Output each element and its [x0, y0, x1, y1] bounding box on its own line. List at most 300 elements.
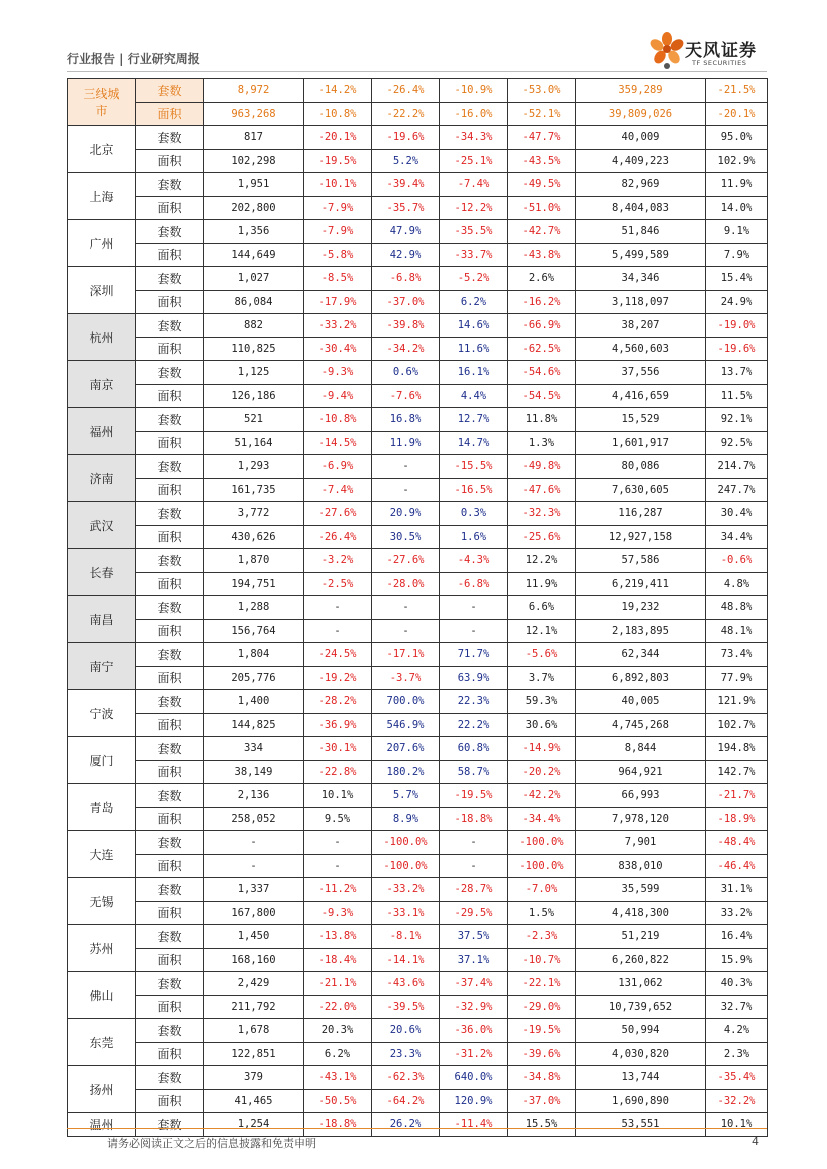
value-cell-v4: 1.6% — [440, 525, 508, 549]
value-cell-v3: -3.7% — [372, 666, 440, 690]
metric-type-cell: 面积 — [136, 854, 204, 878]
table-row — [68, 173, 768, 197]
value-cell-v4: 4.4% — [440, 384, 508, 408]
metric-type-cell: 套数 — [136, 784, 204, 808]
metric-type-cell: 套数 — [136, 267, 204, 291]
value-cell-v5: -47.6% — [508, 478, 576, 502]
value-cell-v7: 15.9% — [706, 948, 768, 972]
value-cell-v4: -28.7% — [440, 878, 508, 902]
value-cell-v2: -24.5% — [304, 643, 372, 667]
value-cell-v3: -35.7% — [372, 196, 440, 220]
value-cell-v7: 7.9% — [706, 243, 768, 267]
value-cell-v4: - — [440, 619, 508, 643]
value-cell-v6: 1,601,917 — [576, 431, 706, 455]
value-cell-v2: -19.5% — [304, 149, 372, 173]
value-cell-v5: -2.3% — [508, 925, 576, 949]
value-cell-v4: 63.9% — [440, 666, 508, 690]
value-cell-v1: 1,288 — [204, 596, 304, 620]
value-cell-v4: -10.9% — [440, 79, 508, 103]
metric-type-cell: 套数 — [136, 455, 204, 479]
table-row — [68, 831, 768, 855]
value-cell-v2: -9.4% — [304, 384, 372, 408]
value-cell-v5: 12.2% — [508, 549, 576, 573]
value-cell-v6: 6,219,411 — [576, 572, 706, 596]
metric-type-cell: 套数 — [136, 831, 204, 855]
value-cell-v3: 0.6% — [372, 361, 440, 385]
metric-type-cell: 套数 — [136, 972, 204, 996]
value-cell-v3: -34.2% — [372, 337, 440, 361]
value-cell-v2: -22.8% — [304, 760, 372, 784]
metric-type-cell: 套数 — [136, 220, 204, 244]
value-cell-v3: 23.3% — [372, 1042, 440, 1066]
value-cell-v6: 38,207 — [576, 314, 706, 338]
table-row — [68, 102, 768, 126]
value-cell-v7: -19.0% — [706, 314, 768, 338]
value-cell-v2: -7.9% — [304, 220, 372, 244]
city-name-cell: 宁波 — [68, 690, 136, 737]
value-cell-v7: 31.1% — [706, 878, 768, 902]
city-name-cell: 苏州 — [68, 925, 136, 972]
metric-type-cell: 面积 — [136, 901, 204, 925]
value-cell-v4: -19.5% — [440, 784, 508, 808]
value-cell-v7: 16.4% — [706, 925, 768, 949]
metric-type-cell: 面积 — [136, 290, 204, 314]
value-cell-v5: 11.8% — [508, 408, 576, 432]
value-cell-v1: 1,400 — [204, 690, 304, 714]
table-row — [68, 925, 768, 949]
value-cell-v5: -62.5% — [508, 337, 576, 361]
value-cell-v6: 39,809,026 — [576, 102, 706, 126]
value-cell-v5: -54.6% — [508, 361, 576, 385]
value-cell-v6: 19,232 — [576, 596, 706, 620]
value-cell-v6: 34,346 — [576, 267, 706, 291]
value-cell-v1: 379 — [204, 1066, 304, 1090]
city-name-cell: 上海 — [68, 173, 136, 220]
value-cell-v2: -11.2% — [304, 878, 372, 902]
value-cell-v4: 22.3% — [440, 690, 508, 714]
value-cell-v5: -49.5% — [508, 173, 576, 197]
metric-type-cell: 面积 — [136, 1089, 204, 1113]
value-cell-v2: -28.2% — [304, 690, 372, 714]
table-row — [68, 290, 768, 314]
value-cell-v5: -43.8% — [508, 243, 576, 267]
value-cell-v1: 3,772 — [204, 502, 304, 526]
city-name-cell: 深圳 — [68, 267, 136, 314]
metric-type-cell: 面积 — [136, 243, 204, 267]
value-cell-v7: -21.7% — [706, 784, 768, 808]
value-cell-v7: 32.7% — [706, 995, 768, 1019]
city-sales-table — [67, 78, 768, 1137]
value-cell-v6: 53,551 — [576, 1113, 706, 1137]
value-cell-v1: 38,149 — [204, 760, 304, 784]
value-cell-v3: -8.1% — [372, 925, 440, 949]
value-cell-v5: -49.8% — [508, 455, 576, 479]
value-cell-v2: -10.8% — [304, 408, 372, 432]
value-cell-v7: 40.3% — [706, 972, 768, 996]
flower-logo-icon — [648, 30, 686, 72]
value-cell-v6: 4,418,300 — [576, 901, 706, 925]
table-row — [68, 243, 768, 267]
value-cell-v5: -52.1% — [508, 102, 576, 126]
value-cell-v6: 1,690,890 — [576, 1089, 706, 1113]
value-cell-v4: -31.2% — [440, 1042, 508, 1066]
value-cell-v2: -36.9% — [304, 713, 372, 737]
logo-name-cn: 天风证券 — [685, 41, 757, 61]
value-cell-v3: 11.9% — [372, 431, 440, 455]
value-cell-v5: -37.0% — [508, 1089, 576, 1113]
value-cell-v3: 8.9% — [372, 807, 440, 831]
city-name-cell: 厦门 — [68, 737, 136, 784]
value-cell-v2: -50.5% — [304, 1089, 372, 1113]
value-cell-v1: 1,027 — [204, 267, 304, 291]
value-cell-v1: 156,764 — [204, 619, 304, 643]
tf-securities-logo — [648, 30, 768, 72]
table-row — [68, 972, 768, 996]
value-cell-v4: 37.1% — [440, 948, 508, 972]
table-row — [68, 690, 768, 714]
value-cell-v7: 2.3% — [706, 1042, 768, 1066]
value-cell-v3: -27.6% — [372, 549, 440, 573]
value-cell-v6: 13,744 — [576, 1066, 706, 1090]
value-cell-v3: 20.6% — [372, 1019, 440, 1043]
value-cell-v1: 1,450 — [204, 925, 304, 949]
value-cell-v4: 22.2% — [440, 713, 508, 737]
value-cell-v4: 640.0% — [440, 1066, 508, 1090]
value-cell-v4: -4.3% — [440, 549, 508, 573]
metric-type-cell: 套数 — [136, 643, 204, 667]
table-row — [68, 384, 768, 408]
city-name-cell: 温州 — [68, 1113, 136, 1137]
value-cell-v6: 51,219 — [576, 925, 706, 949]
table-row — [68, 1066, 768, 1090]
value-cell-v7: 121.9% — [706, 690, 768, 714]
value-cell-v6: 964,921 — [576, 760, 706, 784]
value-cell-v3: -33.1% — [372, 901, 440, 925]
metric-type-cell: 面积 — [136, 196, 204, 220]
value-cell-v2: -33.2% — [304, 314, 372, 338]
value-cell-v1: 122,851 — [204, 1042, 304, 1066]
value-cell-v2: -3.2% — [304, 549, 372, 573]
value-cell-v3: - — [372, 478, 440, 502]
value-cell-v7: -48.4% — [706, 831, 768, 855]
value-cell-v4: -29.5% — [440, 901, 508, 925]
table-row — [68, 572, 768, 596]
table-row — [68, 666, 768, 690]
value-cell-v3: 47.9% — [372, 220, 440, 244]
value-cell-v5: -39.6% — [508, 1042, 576, 1066]
value-cell-v2: -30.4% — [304, 337, 372, 361]
table-row — [68, 1042, 768, 1066]
value-cell-v6: 15,529 — [576, 408, 706, 432]
value-cell-v6: 62,344 — [576, 643, 706, 667]
value-cell-v5: -42.7% — [508, 220, 576, 244]
value-cell-v3: 5.2% — [372, 149, 440, 173]
value-cell-v5: -14.9% — [508, 737, 576, 761]
value-cell-v1: - — [204, 831, 304, 855]
value-cell-v5: -29.0% — [508, 995, 576, 1019]
value-cell-v6: 12,927,158 — [576, 525, 706, 549]
value-cell-v3: -7.6% — [372, 384, 440, 408]
value-cell-v4: -33.7% — [440, 243, 508, 267]
city-name-cell: 扬州 — [68, 1066, 136, 1113]
value-cell-v4: 58.7% — [440, 760, 508, 784]
value-cell-v3: -22.2% — [372, 102, 440, 126]
city-name-cell: 杭州 — [68, 314, 136, 361]
value-cell-v1: 41,465 — [204, 1089, 304, 1113]
table-row — [68, 455, 768, 479]
value-cell-v5: 15.5% — [508, 1113, 576, 1137]
value-cell-v3: -33.2% — [372, 878, 440, 902]
value-cell-v7: 24.9% — [706, 290, 768, 314]
value-cell-v2: -14.2% — [304, 79, 372, 103]
value-cell-v4: - — [440, 596, 508, 620]
value-cell-v1: 1,254 — [204, 1113, 304, 1137]
table-row — [68, 431, 768, 455]
value-cell-v2: -30.1% — [304, 737, 372, 761]
table-row — [68, 525, 768, 549]
metric-type-cell: 套数 — [136, 737, 204, 761]
value-cell-v5: -16.2% — [508, 290, 576, 314]
value-cell-v6: 4,030,820 — [576, 1042, 706, 1066]
value-cell-v7: 48.8% — [706, 596, 768, 620]
value-cell-v2: -6.9% — [304, 455, 372, 479]
value-cell-v1: 167,800 — [204, 901, 304, 925]
value-cell-v4: -34.3% — [440, 126, 508, 150]
value-cell-v3: 42.9% — [372, 243, 440, 267]
report-header-title: 行业报告 | 行业研究周报 — [67, 52, 200, 66]
value-cell-v1: 161,735 — [204, 478, 304, 502]
value-cell-v2: -13.8% — [304, 925, 372, 949]
city-name-cell: 南昌 — [68, 596, 136, 643]
table-row — [68, 713, 768, 737]
value-cell-v1: 882 — [204, 314, 304, 338]
table-row — [68, 408, 768, 432]
value-cell-v6: 57,586 — [576, 549, 706, 573]
city-name-cell: 三线城 市 — [68, 79, 136, 126]
value-cell-v1: 258,052 — [204, 807, 304, 831]
value-cell-v7: -20.1% — [706, 102, 768, 126]
value-cell-v3: 207.6% — [372, 737, 440, 761]
value-cell-v1: 1,678 — [204, 1019, 304, 1043]
value-cell-v3: 26.2% — [372, 1113, 440, 1137]
value-cell-v2: - — [304, 596, 372, 620]
value-cell-v5: -51.0% — [508, 196, 576, 220]
value-cell-v6: 4,560,603 — [576, 337, 706, 361]
value-cell-v2: -8.5% — [304, 267, 372, 291]
value-cell-v7: 30.4% — [706, 502, 768, 526]
value-cell-v3: 30.5% — [372, 525, 440, 549]
metric-type-cell: 套数 — [136, 549, 204, 573]
value-cell-v7: 9.1% — [706, 220, 768, 244]
value-cell-v6: 37,556 — [576, 361, 706, 385]
value-cell-v5: -100.0% — [508, 831, 576, 855]
value-cell-v5: 59.3% — [508, 690, 576, 714]
value-cell-v5: -53.0% — [508, 79, 576, 103]
value-cell-v4: 120.9% — [440, 1089, 508, 1113]
metric-type-cell: 面积 — [136, 525, 204, 549]
city-name-cell: 北京 — [68, 126, 136, 173]
metric-type-cell: 套数 — [136, 878, 204, 902]
value-cell-v7: -32.2% — [706, 1089, 768, 1113]
table-row — [68, 948, 768, 972]
value-cell-v5: 3.7% — [508, 666, 576, 690]
value-cell-v3: -39.5% — [372, 995, 440, 1019]
metric-type-cell: 套数 — [136, 1066, 204, 1090]
metric-type-cell: 面积 — [136, 102, 204, 126]
metric-type-cell: 面积 — [136, 149, 204, 173]
value-cell-v5: -10.7% — [508, 948, 576, 972]
city-name-cell: 南宁 — [68, 643, 136, 690]
value-cell-v4: -7.4% — [440, 173, 508, 197]
value-cell-v6: 4,409,223 — [576, 149, 706, 173]
value-cell-v6: 838,010 — [576, 854, 706, 878]
value-cell-v1: 211,792 — [204, 995, 304, 1019]
value-cell-v1: 102,298 — [204, 149, 304, 173]
value-cell-v4: -35.5% — [440, 220, 508, 244]
city-name-cell: 东莞 — [68, 1019, 136, 1066]
value-cell-v3: - — [372, 619, 440, 643]
value-cell-v1: 1,951 — [204, 173, 304, 197]
value-cell-v3: 180.2% — [372, 760, 440, 784]
value-cell-v7: -19.6% — [706, 337, 768, 361]
value-cell-v1: 521 — [204, 408, 304, 432]
value-cell-v5: 30.6% — [508, 713, 576, 737]
value-cell-v7: 95.0% — [706, 126, 768, 150]
table-row — [68, 502, 768, 526]
table-row — [68, 267, 768, 291]
value-cell-v2: -9.3% — [304, 901, 372, 925]
value-cell-v1: 202,800 — [204, 196, 304, 220]
value-cell-v7: 73.4% — [706, 643, 768, 667]
value-cell-v7: 11.9% — [706, 173, 768, 197]
logo-name-en: TF SECURITIES — [692, 59, 747, 67]
value-cell-v5: 11.9% — [508, 572, 576, 596]
value-cell-v6: 40,009 — [576, 126, 706, 150]
page-number: 4 — [752, 1135, 759, 1148]
value-cell-v7: 4.2% — [706, 1019, 768, 1043]
value-cell-v5: -25.6% — [508, 525, 576, 549]
value-cell-v4: 0.3% — [440, 502, 508, 526]
value-cell-v7: 194.8% — [706, 737, 768, 761]
footer-disclaimer: 请务必阅读正文之后的信息披露和免责申明 — [107, 1137, 316, 1150]
value-cell-v3: -19.6% — [372, 126, 440, 150]
value-cell-v7: -46.4% — [706, 854, 768, 878]
value-cell-v2: -19.2% — [304, 666, 372, 690]
value-cell-v6: 6,260,822 — [576, 948, 706, 972]
value-cell-v5: 12.1% — [508, 619, 576, 643]
value-cell-v4: -25.1% — [440, 149, 508, 173]
value-cell-v2: -2.5% — [304, 572, 372, 596]
value-cell-v1: 334 — [204, 737, 304, 761]
value-cell-v4: 6.2% — [440, 290, 508, 314]
metric-type-cell: 面积 — [136, 760, 204, 784]
value-cell-v4: -5.2% — [440, 267, 508, 291]
value-cell-v7: 142.7% — [706, 760, 768, 784]
value-cell-v6: 40,005 — [576, 690, 706, 714]
value-cell-v4: 14.6% — [440, 314, 508, 338]
value-cell-v2: -22.0% — [304, 995, 372, 1019]
table-row — [68, 337, 768, 361]
value-cell-v3: 5.7% — [372, 784, 440, 808]
value-cell-v2: -18.8% — [304, 1113, 372, 1137]
metric-type-cell: 面积 — [136, 478, 204, 502]
value-cell-v2: 10.1% — [304, 784, 372, 808]
value-cell-v2: - — [304, 831, 372, 855]
value-cell-v2: -27.6% — [304, 502, 372, 526]
value-cell-v2: 9.5% — [304, 807, 372, 831]
metric-type-cell: 套数 — [136, 1019, 204, 1043]
city-name-cell: 福州 — [68, 408, 136, 455]
value-cell-v5: -47.7% — [508, 126, 576, 150]
metric-type-cell: 面积 — [136, 1042, 204, 1066]
table-row — [68, 478, 768, 502]
value-cell-v1: 8,972 — [204, 79, 304, 103]
metric-type-cell: 套数 — [136, 690, 204, 714]
value-cell-v4: 11.6% — [440, 337, 508, 361]
value-cell-v6: 5,499,589 — [576, 243, 706, 267]
value-cell-v7: 92.5% — [706, 431, 768, 455]
value-cell-v7: 102.9% — [706, 149, 768, 173]
value-cell-v5: -7.0% — [508, 878, 576, 902]
value-cell-v4: -18.8% — [440, 807, 508, 831]
value-cell-v7: 33.2% — [706, 901, 768, 925]
value-cell-v6: 8,844 — [576, 737, 706, 761]
value-cell-v1: 194,751 — [204, 572, 304, 596]
value-cell-v1: 430,626 — [204, 525, 304, 549]
value-cell-v2: -9.3% — [304, 361, 372, 385]
value-cell-v4: -16.5% — [440, 478, 508, 502]
value-cell-v1: 1,804 — [204, 643, 304, 667]
value-cell-v2: -18.4% — [304, 948, 372, 972]
metric-type-cell: 套数 — [136, 79, 204, 103]
value-cell-v1: 86,084 — [204, 290, 304, 314]
value-cell-v2: -5.8% — [304, 243, 372, 267]
value-cell-v7: 13.7% — [706, 361, 768, 385]
value-cell-v4: -37.4% — [440, 972, 508, 996]
city-name-cell: 大连 — [68, 831, 136, 878]
value-cell-v7: 34.4% — [706, 525, 768, 549]
value-cell-v5: -19.5% — [508, 1019, 576, 1043]
value-cell-v1: - — [204, 854, 304, 878]
value-cell-v3: 546.9% — [372, 713, 440, 737]
value-cell-v3: -39.4% — [372, 173, 440, 197]
value-cell-v1: 205,776 — [204, 666, 304, 690]
value-cell-v6: 6,892,803 — [576, 666, 706, 690]
metric-type-cell: 套数 — [136, 596, 204, 620]
metric-type-cell: 面积 — [136, 948, 204, 972]
value-cell-v7: 48.1% — [706, 619, 768, 643]
value-cell-v6: 8,404,083 — [576, 196, 706, 220]
value-cell-v1: 1,337 — [204, 878, 304, 902]
metric-type-cell: 套数 — [136, 314, 204, 338]
table-row — [68, 995, 768, 1019]
value-cell-v7: 247.7% — [706, 478, 768, 502]
value-cell-v3: -43.6% — [372, 972, 440, 996]
value-cell-v1: 110,825 — [204, 337, 304, 361]
city-name-cell: 长春 — [68, 549, 136, 596]
table-row — [68, 619, 768, 643]
value-cell-v6: 80,086 — [576, 455, 706, 479]
value-cell-v5: -5.6% — [508, 643, 576, 667]
value-cell-v3: -100.0% — [372, 831, 440, 855]
table-row — [68, 784, 768, 808]
value-cell-v1: 1,125 — [204, 361, 304, 385]
value-cell-v5: 2.6% — [508, 267, 576, 291]
table-row — [68, 361, 768, 385]
value-cell-v4: 12.7% — [440, 408, 508, 432]
metric-type-cell: 面积 — [136, 666, 204, 690]
value-cell-v3: -14.1% — [372, 948, 440, 972]
